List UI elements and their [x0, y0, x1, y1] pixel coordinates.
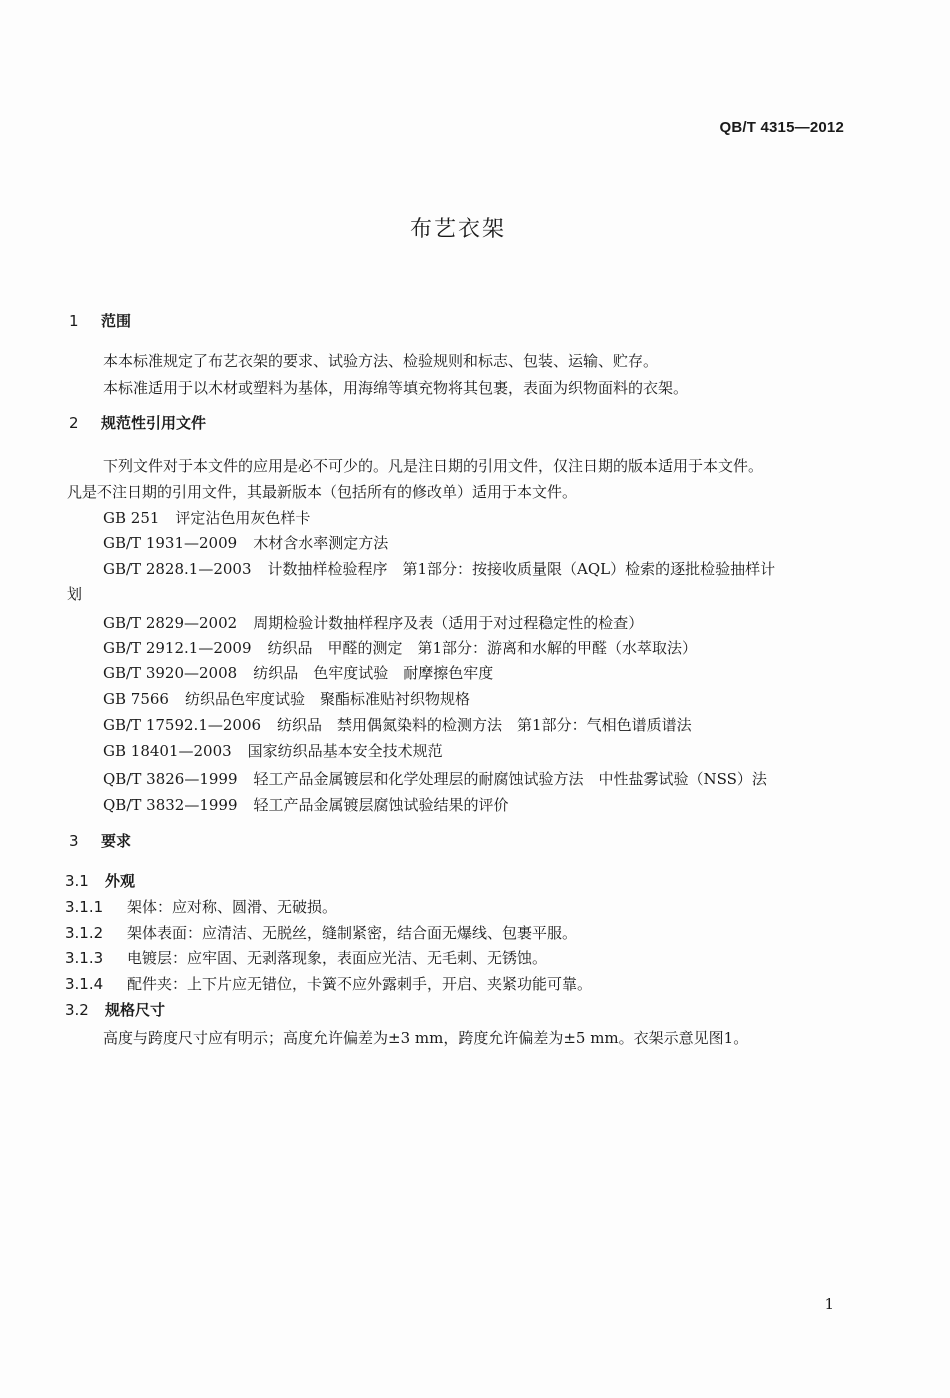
reference-code: QB/T 3826—1999	[103, 770, 238, 788]
section-number: 3	[69, 832, 79, 850]
reference-title: 计数抽样检验程序 第1部分：按接收质量限（AQL）检索的逐批检验抽样计	[267, 560, 776, 578]
reference-item	[103, 794, 509, 815]
section-heading-2	[69, 412, 206, 433]
reference-title: 纺织品 禁用偶氮染料的检测方法 第1部分：气相色谱质谱法	[277, 716, 692, 734]
reference-item	[103, 612, 643, 633]
section-number: 2	[69, 414, 79, 432]
reference-item	[103, 532, 388, 553]
subsection-number: 3.2	[65, 1001, 89, 1019]
reference-code: GB 7566	[103, 690, 169, 708]
reference-code: GB/T 17592.1—2006	[103, 716, 262, 734]
paragraph: 下列文件对于本文件的应用是必不可少的。凡是注日期的引用文件，仅注日期的版本适用于本文件。	[103, 457, 764, 475]
paragraph: 凡是不注日期的引用文件，其最新版本（包括所有的修改单）适用于本文件。	[67, 483, 578, 501]
document-title: 布艺衣架	[409, 217, 506, 242]
reference-item	[103, 768, 767, 789]
section-title: 规范性引用文件	[101, 414, 207, 432]
reference-item	[103, 507, 310, 528]
clause-item	[65, 947, 547, 968]
clause-item	[65, 896, 337, 917]
clause-number: 3.1.2	[65, 924, 104, 942]
subsection-heading-3-1	[65, 870, 135, 891]
reference-item	[103, 558, 775, 579]
section-heading-3	[69, 830, 131, 851]
section-heading-1	[69, 310, 131, 331]
clause-item	[65, 922, 577, 943]
reference-title: 纺织品 甲醛的测定 第1部分：游离和水解的甲醛（水萃取法）	[267, 639, 698, 657]
reference-title: 木材含水率测定方法	[253, 534, 389, 552]
subsection-heading-3-2	[65, 999, 165, 1020]
reference-title: 轻工产品金属镀层和化学处理层的耐腐蚀试验方法 中性盐雾试验（NSS）法	[253, 770, 767, 788]
reference-item	[103, 688, 470, 709]
clause-text: 配件夹：上下片应无错位，卡簧不应外露刺手，开启、夹紧功能可靠。	[127, 975, 593, 993]
reference-code: GB 18401—2003	[103, 742, 232, 760]
reference-code: GB/T 2829—2002	[103, 614, 238, 632]
subsection-number: 3.1	[65, 872, 89, 890]
subsection-title: 规格尺寸	[105, 1001, 166, 1019]
reference-title: 轻工产品金属镀层腐蚀试验结果的评价	[253, 796, 509, 814]
clause-text: 架体表面：应清洁、无脱丝，缝制紧密，结合面无爆线、包裹平服。	[127, 924, 578, 942]
section-title: 范围	[101, 312, 132, 330]
reference-code: GB 251	[103, 509, 160, 527]
paragraph: 本标准适用于以木材或塑料为基体，用海绵等填充物将其包裹，表面为织物面料的衣架。	[103, 379, 689, 397]
reference-wrap: 划	[67, 585, 83, 603]
reference-title: 国家纺织品基本安全技术规范	[247, 742, 443, 760]
clause-item	[65, 973, 592, 994]
paragraph: 本本标准规定了布艺衣架的要求、试验方法、检验规则和标志、包装、运输、贮存。	[103, 352, 659, 370]
reference-code: GB/T 3920—2008	[103, 664, 238, 682]
reference-code: QB/T 3832—1999	[103, 796, 238, 814]
reference-title: 周期检验计数抽样程序及表（适用于对过程稳定性的检查）	[253, 614, 644, 632]
clause-text: 电镀层：应牢固、无剥落现象，表面应光洁、无毛刺、无锈蚀。	[127, 949, 548, 967]
standard-code: QB/T 4315—2012	[719, 119, 844, 136]
reference-title: 纺织品 色牢度试验 耐摩擦色牢度	[253, 664, 494, 682]
section-number: 1	[69, 312, 79, 330]
section-title: 要求	[101, 832, 132, 850]
reference-item	[103, 637, 697, 658]
reference-code: GB/T 2912.1—2009	[103, 639, 252, 657]
reference-item	[103, 740, 443, 761]
reference-item	[103, 714, 692, 735]
reference-title: 评定沾色用灰色样卡	[175, 509, 311, 527]
clause-text: 架体：应对称、圆滑、无破损。	[127, 898, 338, 916]
page-number: 1	[824, 1295, 834, 1313]
reference-code: GB/T 2828.1—2003	[103, 560, 252, 578]
clause-number: 3.1.4	[65, 975, 104, 993]
reference-code: GB/T 1931—2009	[103, 534, 238, 552]
reference-title: 纺织品色牢度试验 聚酯标准贴衬织物规格	[184, 690, 470, 708]
paragraph: 高度与跨度尺寸应有明示；高度允许偏差为±3 mm，跨度允许偏差为±5 mm。衣架示意见图1。	[103, 1029, 749, 1047]
clause-number: 3.1.1	[65, 898, 104, 916]
reference-item	[103, 662, 493, 683]
clause-number: 3.1.3	[65, 949, 104, 967]
subsection-title: 外观	[105, 872, 136, 890]
